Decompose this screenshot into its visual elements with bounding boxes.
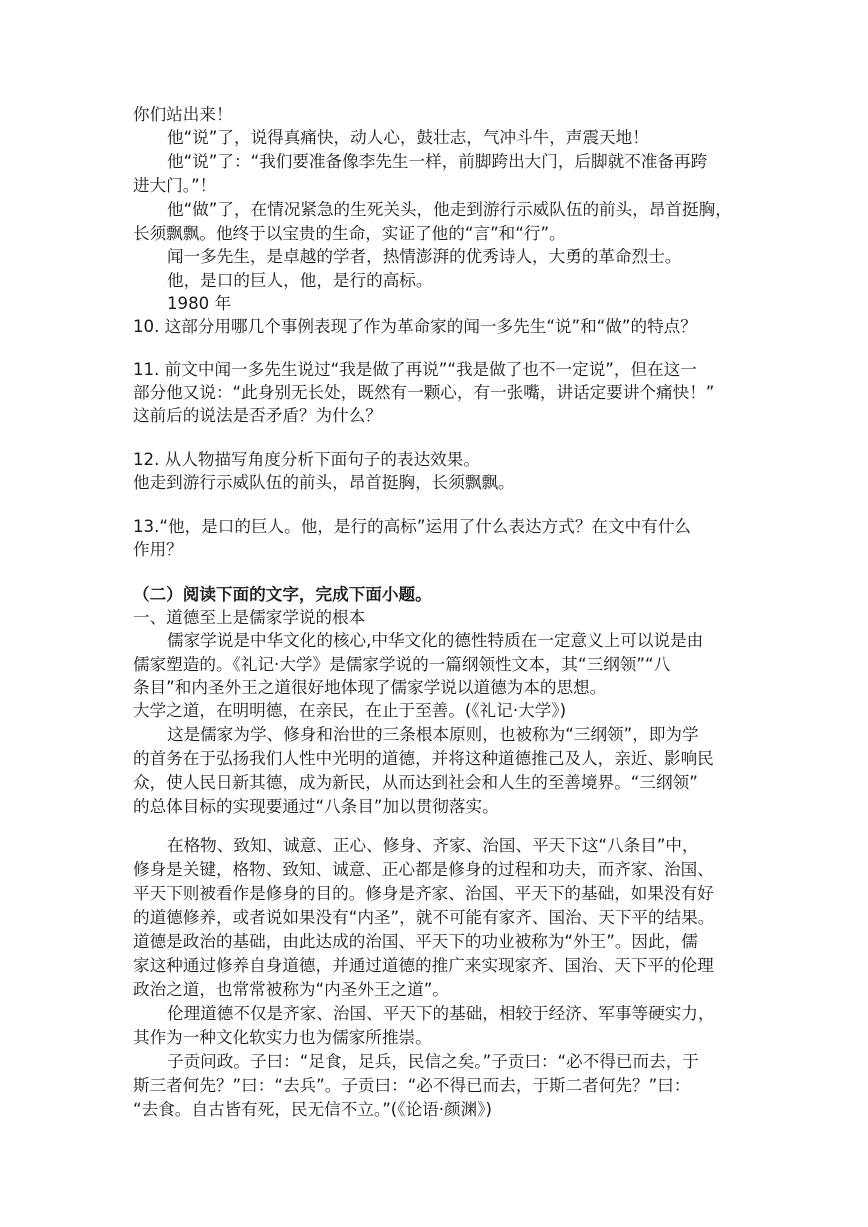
text-line: 众，使人民日新其德，成为新民，从而达到社会和人生的至善境界。“三纲领” — [133, 773, 698, 792]
text-line: 在格物、致知、诚意、正心、修身、齐家、治国、平天下这“八条目”中， — [167, 836, 699, 855]
section-heading: （二）阅读下面的文字，完成下面小题。 — [133, 585, 432, 604]
text-line: 长须飘飘。他终于以宝贵的生命，实证了他的“言”和“行”。 — [133, 224, 566, 243]
text-line: 儒家学说是中华文化的核心,中华文化的德性特质在一定意义上可以说是由 — [167, 631, 704, 650]
text-line: 这前后的说法是否矛盾？为什么？ — [133, 406, 382, 425]
text-line: 条目”和内圣外王之道很好地体现了儒家学说以道德为本的思想。 — [133, 678, 607, 697]
text-line: 进大门。”！ — [133, 176, 217, 195]
question-13: 13.“他，是口的巨人。他，是行的高标”运用了什么表达方式？在文中有什么 — [133, 517, 691, 536]
text-line: 这是儒家为学、修身和治世的三条根本原则，也被称为“三纲领”，即为学 — [167, 725, 699, 744]
text-line: 政治之道，也常常被称为“内圣外王之道”。 — [133, 980, 449, 999]
text-line: 的首务在于弘扬我们人性中光明的道德，并将这种道德推己及人，亲近、影响民 — [133, 749, 714, 768]
text-line: 他“做”了，在情况紧急的生死关头，他走到游行示威队伍的前头，昂首挺胸， — [167, 200, 732, 219]
text-line: 部分他又说：“此身别无长处，既然有一颗心，有一张嘴，讲话定要讲个痛快！” — [133, 383, 715, 402]
subsection-heading: 一、道德至上是儒家学说的根本 — [133, 608, 366, 627]
text-line: 其作为一种文化软实力也为儒家所推崇。 — [133, 1028, 432, 1047]
year-line: 1980 年 — [167, 294, 232, 313]
quotation-line: 大学之道，在明明德，在亲民，在止于至善。(《礼记·大学》) — [133, 701, 567, 720]
text-line: 斯三者何先？”曰：“去兵”。子贡曰：“必不得已而去，于斯二者何先？”曰： — [133, 1076, 691, 1095]
text-line: 子贡问政。子曰：“足食，足兵，民信之矣。”子贡曰：“必不得已而去，于 — [167, 1052, 699, 1071]
question-10: 10. 这部分用哪几个事例表现了作为革命家的闻一多先生“说”和“做”的特点？ — [133, 317, 697, 336]
text-line: 的总体目标的实现要通过“八条目”加以贯彻落实。 — [133, 797, 499, 816]
text-line: 道德是政治的基础，由此达成的治国、平天下的功业被称为“外王”。因此，儒 — [133, 932, 698, 951]
text-line: 家这种通过修养自身道德，并通过道德的推广来实现家齐、国治、天下平的伦理 — [133, 956, 714, 975]
text-line: 他“说”了：“我们要准备像李先生一样，前脚跨出大门，后脚就不准备再跨 — [167, 152, 708, 171]
text-line: 修身是关键，格物、致知、诚意、正心都是修身的过程和功夫，而齐家、治国、 — [133, 860, 714, 879]
text-line: 伦理道德不仅是齐家、治国、平天下的基础，相较于经济、军事等硬实力， — [167, 1004, 715, 1023]
text-line: 作用？ — [133, 540, 183, 559]
text-line: 闻一多先生，是卓越的学者，热情澎湃的优秀诗人，大勇的革命烈士。 — [167, 247, 682, 266]
text-line: 儒家塑造的。《礼记·大学》是儒家学说的一篇纲领性文本，其“三纲领”“八 — [133, 655, 671, 674]
question-11: 11. 前文中闻一多先生说过“我是做了再说”“我是做了也不一定说”，但在这一 — [133, 360, 697, 379]
quotation-line: “去食。自古皆有死，民无信不立。”(《论语·颜渊》) — [133, 1100, 492, 1119]
question-12: 12. 从人物描写角度分析下面句子的表达效果。 — [133, 450, 480, 469]
text-line: 他，是口的巨人，他，是行的高标。 — [167, 271, 433, 290]
text-line: 平天下则被看作是修身的目的。修身是齐家、治国、平天下的基础，如果没有好 — [133, 884, 714, 903]
text-line: 的道德修养，或者说如果没有“内圣”，就不可能有家齐、国治、天下平的结果。 — [133, 908, 715, 927]
text-line: 你们站出来！ — [133, 105, 233, 124]
text-line: 他“说”了，说得真痛快，动人心，鼓壮志，气冲斗牛，声震天地！ — [167, 128, 649, 147]
text-line: 他走到游行示威队伍的前头，昂首挺胸，长须飘飘。 — [133, 473, 515, 492]
